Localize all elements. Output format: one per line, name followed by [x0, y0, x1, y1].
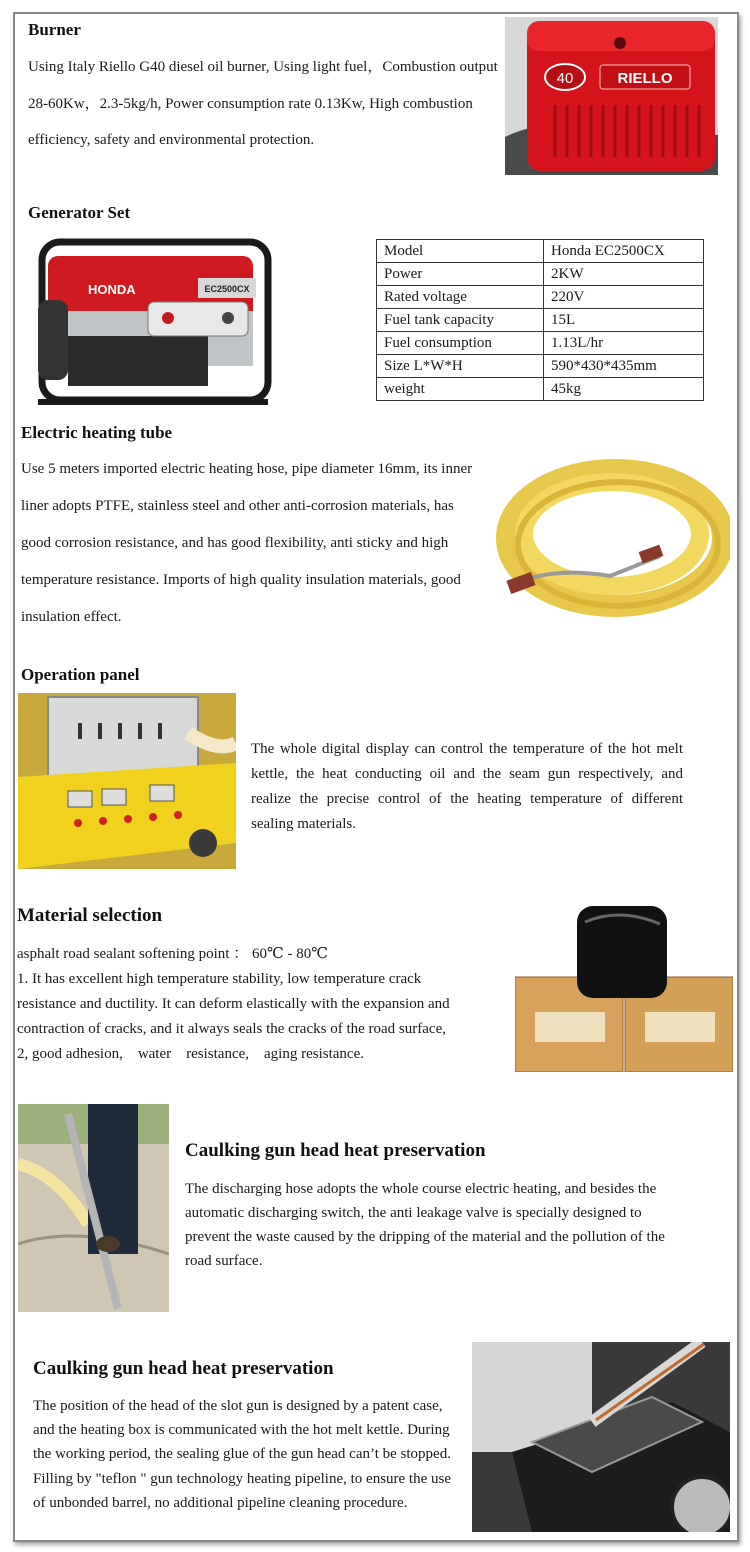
- spec-value: 45kg: [544, 378, 704, 401]
- gun-head-box-image: [472, 1342, 730, 1532]
- generator-image: [28, 236, 273, 411]
- spec-value: 590*430*435mm: [544, 355, 704, 378]
- caulking-2-text: The position of the head of the slot gun is designed by a patent case, and the heating box is communicated with the hot melt kettle. During the working period, the sealing glue of the gun head can’t be stopped. Filling by "teflon " gun technology heating pipeline, to ensure the use of unbonded barrel, no additional pipeline cleaning procedure.: [33, 1398, 452, 1511]
- table-row: [377, 240, 704, 263]
- heating-tube-text: Use 5 meters imported electric heating hose, pipe diameter 16mm, its inner liner adopts PTFE, stainless steel and other anti-corrosion materials, has good corrosion resistance, and has good flexibility, anti sticky and high temperature resistance. Imports of high quality insulation materials, good insulation effect.: [21, 461, 473, 625]
- generator-title: Generator Set: [28, 203, 131, 222]
- table-row: [377, 263, 704, 286]
- spec-key: Fuel consumption: [377, 332, 544, 355]
- table-row: [377, 309, 704, 332]
- material-text: [17, 942, 512, 1067]
- spec-value: Honda EC2500CX: [544, 240, 704, 263]
- caulking-2-title: Caulking gun head heat preservation: [33, 1358, 334, 1379]
- burner-image: [505, 17, 718, 175]
- table-row: [377, 355, 704, 378]
- material-image: [515, 902, 733, 1072]
- spec-key: weight: [377, 378, 544, 401]
- spec-value: 2KW: [544, 263, 704, 286]
- spec-value: 1.13L/hr: [544, 332, 704, 355]
- heating-tube-title: Electric heating tube: [21, 423, 173, 442]
- operation-panel-text: The whole digital display can control the temperature of the hot melt kettle, the heat conducting oil and the seam gun respectively, and realize the precise control of the heating temperature of different sealing materials.: [251, 741, 683, 832]
- material-line: contraction of cracks, and it always seals the cracks of the road surface,: [17, 1021, 446, 1037]
- material-line: 2, good adhesion, water resistance, aging resistance.: [17, 1046, 364, 1062]
- burner-image-brand-label: RIELLO: [617, 70, 673, 87]
- generator-image-brand-label: HONDA: [88, 282, 136, 297]
- material-title: Material selection: [17, 905, 163, 926]
- caulking-1-text: The discharging hose adopts the whole course electric heating, and besides the automatic discharging switch, the anti leakage valve is specially designed to prevent the waste caused by the dripping of the material and the pollution of the road surface.: [185, 1181, 665, 1269]
- spec-key: Model: [377, 240, 544, 263]
- heating-tube-image: [490, 456, 730, 626]
- spec-key: Size L*W*H: [377, 355, 544, 378]
- generator-spec-table: [376, 239, 704, 401]
- operation-panel-title: Operation panel: [21, 665, 140, 684]
- burner-image-model-label: 40: [556, 70, 574, 87]
- spec-value: 15L: [544, 309, 704, 332]
- material-line: 1. It has excellent high temperature stability, low temperature crack: [17, 971, 422, 987]
- table-row: [377, 286, 704, 309]
- spec-key: Power: [377, 263, 544, 286]
- spec-key: Fuel tank capacity: [377, 309, 544, 332]
- table-row: [377, 332, 704, 355]
- material-line: resistance and ductility. It can deform elastically with the expansion and: [17, 996, 450, 1012]
- generator-image-model-label: EC2500CX: [204, 284, 250, 294]
- spec-value: 220V: [544, 286, 704, 309]
- burner-title: Burner: [28, 20, 81, 39]
- caulking-gun-image: [18, 1104, 169, 1312]
- burner-text: Using Italy Riello G40 diesel oil burner, Using light fuel，Combustion output 28-60Kw，2.3-5kg/h, Power consumption rate 0.13Kw, High combustion efficiency, safety and environmental protection.: [28, 59, 498, 148]
- material-line: asphalt road sealant softening point ： 60℃ - 80℃: [17, 946, 329, 962]
- caulking-1-title: Caulking gun head heat preservation: [185, 1140, 486, 1161]
- operation-panel-image: [18, 693, 236, 869]
- spec-key: Rated voltage: [377, 286, 544, 309]
- table-row: [377, 378, 704, 401]
